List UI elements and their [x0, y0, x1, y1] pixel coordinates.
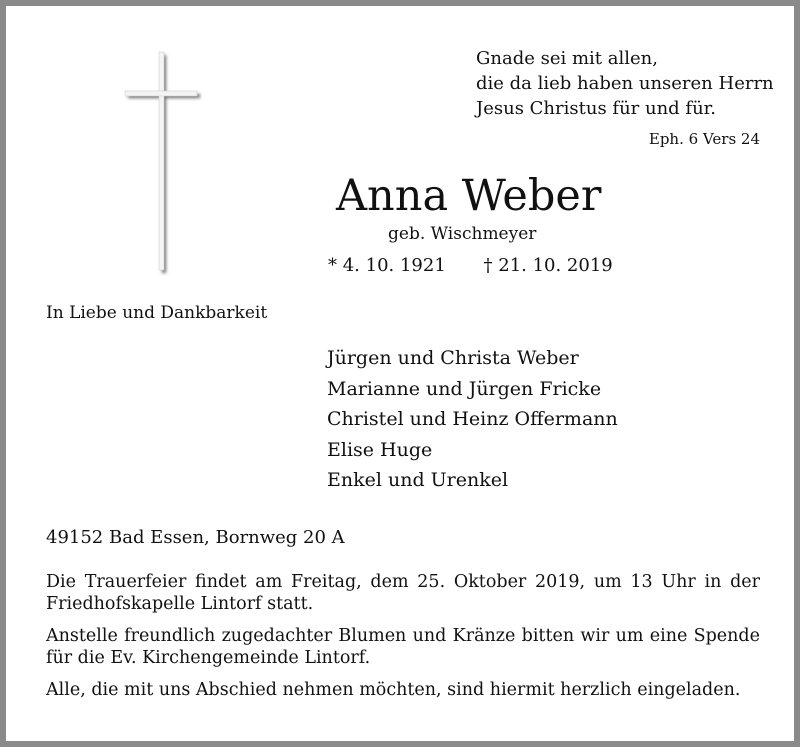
birth-date: * 4. 10. 1921 — [328, 255, 446, 276]
cross-icon — [122, 46, 202, 276]
mourner-name: Elise Huge — [327, 438, 433, 461]
verse-line: Gnade sei mit allen, — [476, 48, 658, 69]
greeting-line: In Liebe und Dankbarkeit — [46, 303, 268, 323]
details-paragraph: Alle, die mit uns Abschied nehmen möchten, sind hiermit herzlich eingeladen. — [46, 680, 741, 700]
details-paragraph: Anstelle freundlich zugedachter Blumen und Kränze bitten wir um eine Spende für die Ev. Kirchengemeinde Lintorf. — [46, 626, 760, 668]
obituary-notice — [6, 6, 794, 741]
mourner-name: Enkel und Urenkel — [327, 469, 509, 491]
life-dates — [328, 255, 613, 276]
bible-verse — [476, 46, 774, 121]
funeral-details — [46, 572, 760, 713]
deceased-name: Anna Weber — [336, 171, 602, 221]
verse-line: Jesus Christus für und für. — [476, 98, 717, 119]
birth-name: geb. Wischmeyer — [388, 224, 537, 244]
mourner-name: Marianne und Jürgen Fricke — [327, 377, 602, 400]
verse-line: die da lieb haben unseren Herrn — [476, 73, 774, 94]
mourner-name: Jürgen und Christa Weber — [327, 347, 579, 369]
family-address: 49152 Bad Essen, Bornweg 20 A — [46, 527, 345, 548]
verse-reference: Eph. 6 Vers 24 — [648, 130, 760, 148]
mourners-list — [327, 343, 618, 496]
details-paragraph: Die Trauerfeier findet am Freitag, dem 25. Oktober 2019, um 13 Uhr in der Friedhofskapelle Lintorf statt. — [46, 572, 760, 614]
mourner-name: Christel und Heinz Offermann — [327, 408, 618, 430]
death-date: † 21. 10. 2019 — [483, 255, 613, 276]
